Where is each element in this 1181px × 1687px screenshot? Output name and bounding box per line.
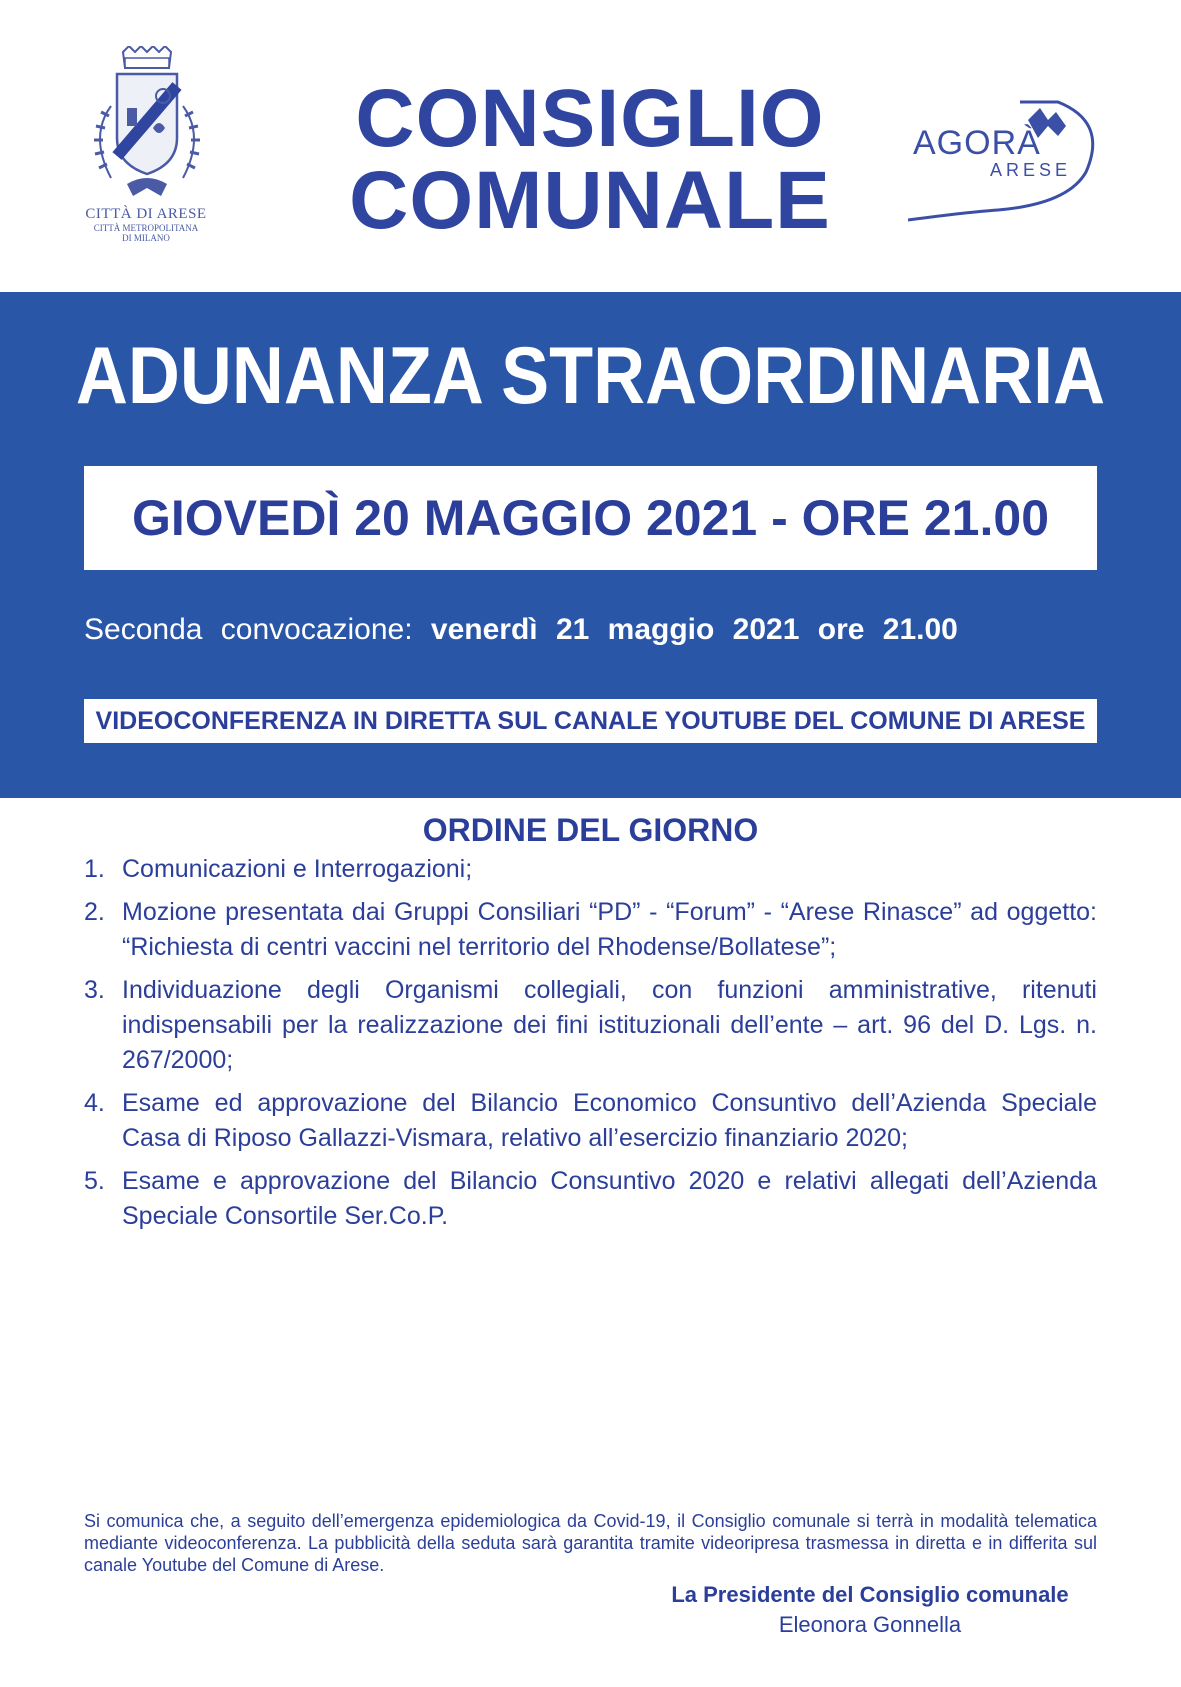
- meeting-date: GIOVEDÌ 20 MAGGIO 2021 - ORE 21.00: [84, 466, 1097, 570]
- agenda-list: [84, 852, 1097, 1242]
- second-convocation-label: Seconda convocazione:: [84, 613, 413, 646]
- signature-block: [640, 1580, 1100, 1640]
- second-convocation-date: venerdì 21 maggio 2021 ore 21.00: [430, 613, 958, 646]
- signature-role: La Presidente del Consiglio comunale: [671, 1582, 1069, 1607]
- covid-notice: Si comunica che, a seguito dell’emergenza epidemiologica da Covid-19, il Consiglio comunale si terrà in modalità telematica mediante videoconferenza. La pubblicità della seduta sarà garantita tramite videoripresa trasmessa in diretta e in differita sul canale Youtube del Comune di Arese.: [84, 1511, 1097, 1575]
- item-number: 5.: [84, 1167, 105, 1195]
- agora-logo: [908, 92, 1118, 232]
- title-line1: CONSIGLIO: [355, 73, 825, 164]
- item-text: Mozione presentata dai Gruppi Consiliari “PD” - “Forum” - “Arese Rinasce” ad oggetto: “Richiesta di centri vaccini nel territorio del Rhodense/Bollatese”;: [122, 898, 1097, 961]
- agora-name: AGORÀ: [913, 124, 1041, 162]
- item-number: 4.: [84, 1089, 105, 1117]
- city-metro-line1: CITTÀ METROPOLITANA: [93, 223, 199, 233]
- city-crest: [66, 46, 226, 246]
- meeting-type: ADUNANZA STRAORDINARIA: [75, 331, 1106, 421]
- agenda-title: ORDINE DEL GIORNO: [422, 812, 759, 848]
- second-convocation: [84, 610, 1097, 650]
- item-text: Esame e approvazione del Bilancio Consuntivo 2020 e relativi allegati dell’Azienda Speciale Consortile Ser.Co.P.: [122, 1167, 1097, 1230]
- item-text: Esame ed approvazione del Bilancio Economico Consuntivo dell’Azienda Speciale Casa di Riposo Gallazzi-Vismara, relativo all’esercizio finanziario 2020;: [122, 1089, 1097, 1152]
- list-item: [84, 852, 1097, 887]
- header: [0, 0, 1181, 292]
- agora-sub: ARESE: [990, 160, 1072, 180]
- announcement-band: [0, 292, 1181, 798]
- item-number: 3.: [84, 976, 105, 1004]
- city-name: CITTÀ DI ARESE: [85, 206, 207, 222]
- item-text: Individuazione degli Organismi collegiali, con funzioni amministrative, ritenuti indispensabili per la realizzazione dei fini istituzionali dell’ente – art. 96 del D. Lgs. n. 267/2000;: [122, 976, 1097, 1074]
- title-line2: COMUNALE: [349, 155, 831, 246]
- signature-name: Eleonora Gonnella: [778, 1612, 962, 1637]
- list-item: [84, 1164, 1097, 1234]
- videoconference-notice: VIDEOCONFERENZA IN DIRETTA SUL CANALE YOUTUBE DEL COMUNE DI ARESE: [84, 699, 1097, 743]
- list-item: [84, 1086, 1097, 1156]
- item-number: 2.: [84, 898, 105, 926]
- item-number: 1.: [84, 855, 105, 883]
- item-text: Comunicazioni e Interrogazioni;: [122, 855, 473, 883]
- list-item: [84, 895, 1097, 965]
- list-item: [84, 973, 1097, 1078]
- page-title: [320, 73, 860, 246]
- city-metro-line2: DI MILANO: [122, 233, 170, 243]
- coat-of-arms-icon: [71, 46, 221, 204]
